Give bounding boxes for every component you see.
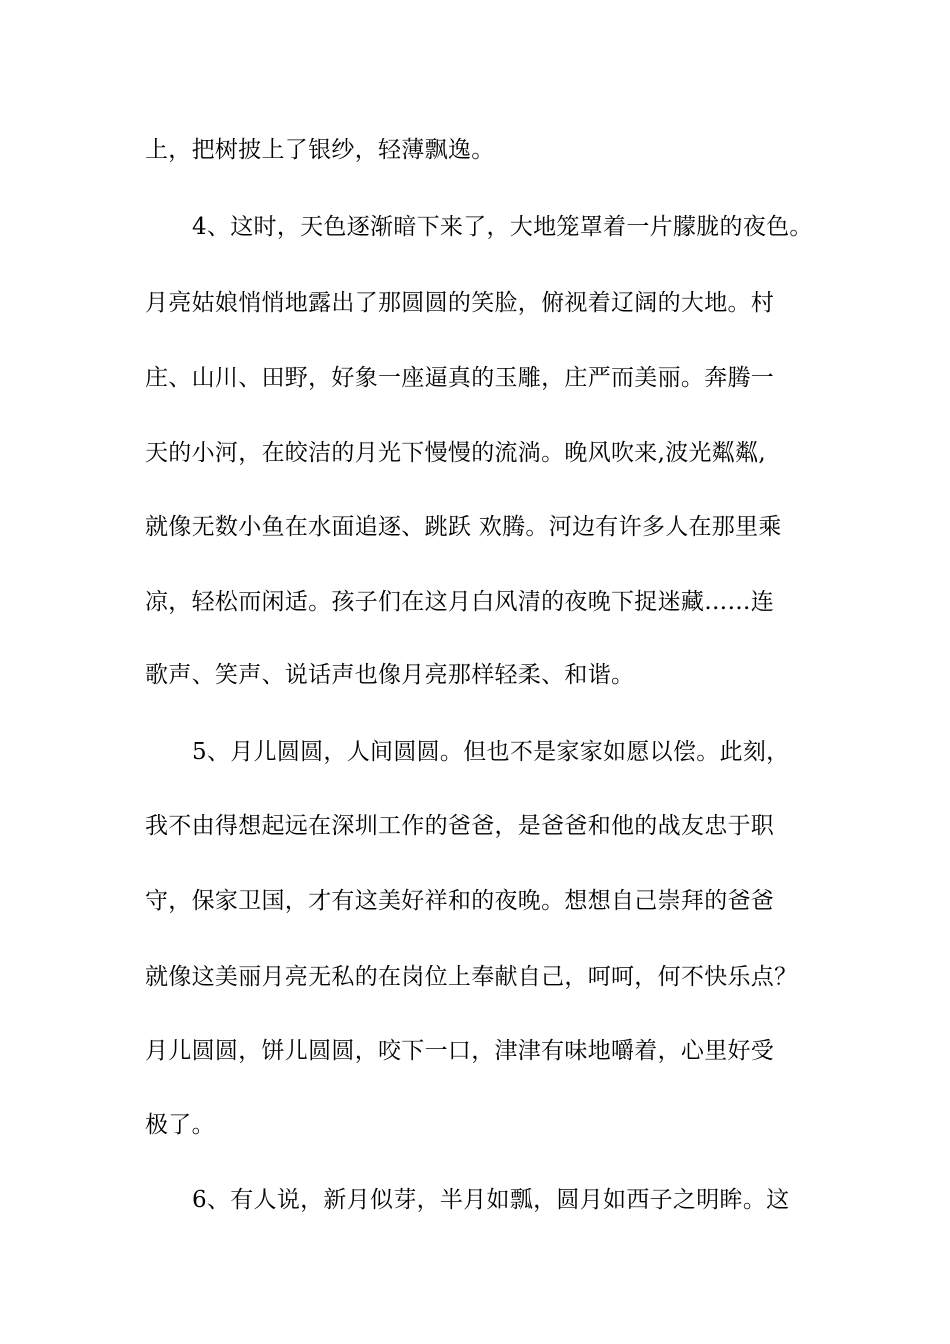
- paragraph-6-start: 6、有人说，新月似芽，半月如瓢，圆月如西子之明眸。这: [192, 1187, 790, 1213]
- text-line: 歌声、笑声、说话声也像月亮那样轻柔、和谐。: [145, 662, 635, 688]
- text-line: 我不由得想起远在深圳工作的爸爸，是爸爸和他的战友忠于职: [145, 813, 775, 839]
- text-line: 月儿圆圆，饼儿圆圆，咬下一口，津津有味地嚼着，心里好受: [145, 1038, 775, 1064]
- text-line: 就像这美丽月亮无私的在岗位上奉献自己，呵呵，何不快乐点？: [145, 964, 798, 990]
- text-line: 天的小河，在皎洁的月光下慢慢的流淌。晚风吹来,波光粼粼,: [145, 440, 767, 466]
- text-line: 庄、山川、田野，好象一座逼真的玉雕，庄严而美丽。奔腾一: [145, 365, 775, 391]
- text-line: 上，把树披上了银纱，轻薄飘逸。: [145, 137, 495, 163]
- text-line: 守，保家卫国，才有这美好祥和的夜晚。想想自己崇拜的爸爸: [145, 888, 775, 914]
- text-line: 就像无数小鱼在水面追逐、跳跃 欢腾。河边有许多人在那里乘: [145, 514, 782, 540]
- paragraph-4-start: 4、这时，天色逐渐暗下来了，大地笼罩着一片朦胧的夜色。: [192, 214, 813, 240]
- text-line: 月亮姑娘悄悄地露出了那圆圆的笑脸，俯视着辽阔的大地。村: [145, 290, 775, 316]
- paragraph-5-start: 5、月儿圆圆，人间圆圆。但也不是家家如愿以偿。此刻，: [192, 739, 790, 765]
- text-line: 凉，轻松而闲适。孩子们在这月白风清的夜晚下捉迷藏……连: [145, 589, 775, 615]
- text-line: 极了。: [145, 1112, 215, 1138]
